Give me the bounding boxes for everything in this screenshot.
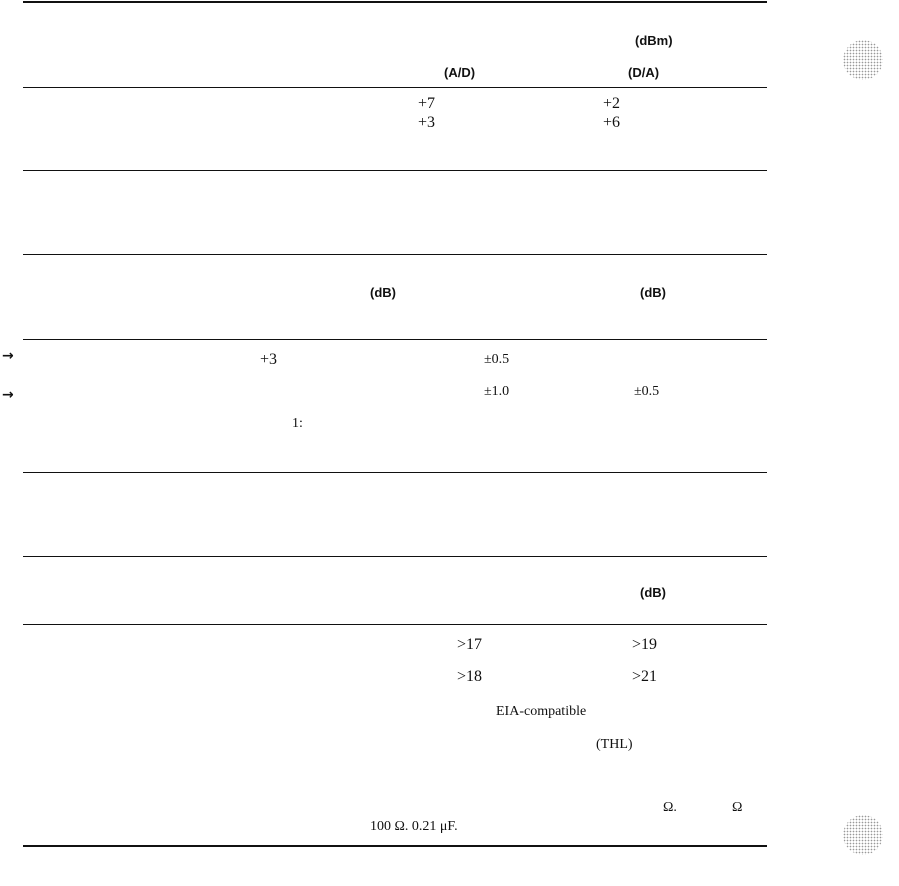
section-divider-rule bbox=[23, 624, 767, 625]
unit-db-label: (dB) bbox=[640, 585, 666, 600]
level-ad-value: +7 bbox=[418, 95, 436, 112]
arrow-right-icon: → bbox=[2, 387, 14, 403]
db-tolerance-value-right: ±0.5 bbox=[634, 384, 660, 399]
unit-dbm-label: (dBm) bbox=[635, 33, 673, 48]
db-left-value: +3 bbox=[260, 351, 278, 368]
return-loss-value: >18 bbox=[457, 668, 483, 685]
return-loss-value: >17 bbox=[457, 636, 483, 653]
table-top-rule bbox=[23, 1, 767, 3]
section-divider-rule bbox=[23, 254, 767, 255]
db-tolerance-value: ±0.5 bbox=[484, 352, 510, 367]
section-divider-rule bbox=[23, 170, 767, 171]
level-ad-value: +3 bbox=[418, 114, 436, 131]
eia-compatible-note: EIA-compatible bbox=[496, 704, 587, 719]
arrow-right-icon: → bbox=[2, 348, 14, 364]
network-values: 100 Ω. 0.21 μF. bbox=[370, 819, 458, 834]
section-divider-rule bbox=[23, 556, 767, 557]
unit-db-label-right: (dB) bbox=[640, 285, 666, 300]
db-tolerance-value: ±1.0 bbox=[484, 384, 510, 399]
impedance-unit-b: Ω bbox=[732, 800, 743, 815]
scan-dot-pattern bbox=[843, 815, 883, 855]
column-header-da: (D/A) bbox=[628, 65, 660, 80]
level-da-value: +6 bbox=[603, 114, 621, 131]
section-divider-rule bbox=[23, 472, 767, 473]
table-bottom-rule bbox=[23, 845, 767, 847]
return-loss-value: >19 bbox=[632, 636, 658, 653]
scan-dot-pattern bbox=[843, 40, 883, 80]
thl-label: (THL) bbox=[596, 737, 633, 752]
impedance-unit-a: Ω. bbox=[663, 800, 677, 815]
return-loss-value: >21 bbox=[632, 668, 658, 685]
footnote-marker: 1: bbox=[292, 416, 303, 431]
level-da-value: +2 bbox=[603, 95, 621, 112]
section-divider-rule bbox=[23, 339, 767, 340]
header-divider-rule bbox=[23, 87, 767, 88]
unit-db-label-left: (dB) bbox=[370, 285, 396, 300]
column-header-ad: (A/D) bbox=[444, 65, 476, 80]
